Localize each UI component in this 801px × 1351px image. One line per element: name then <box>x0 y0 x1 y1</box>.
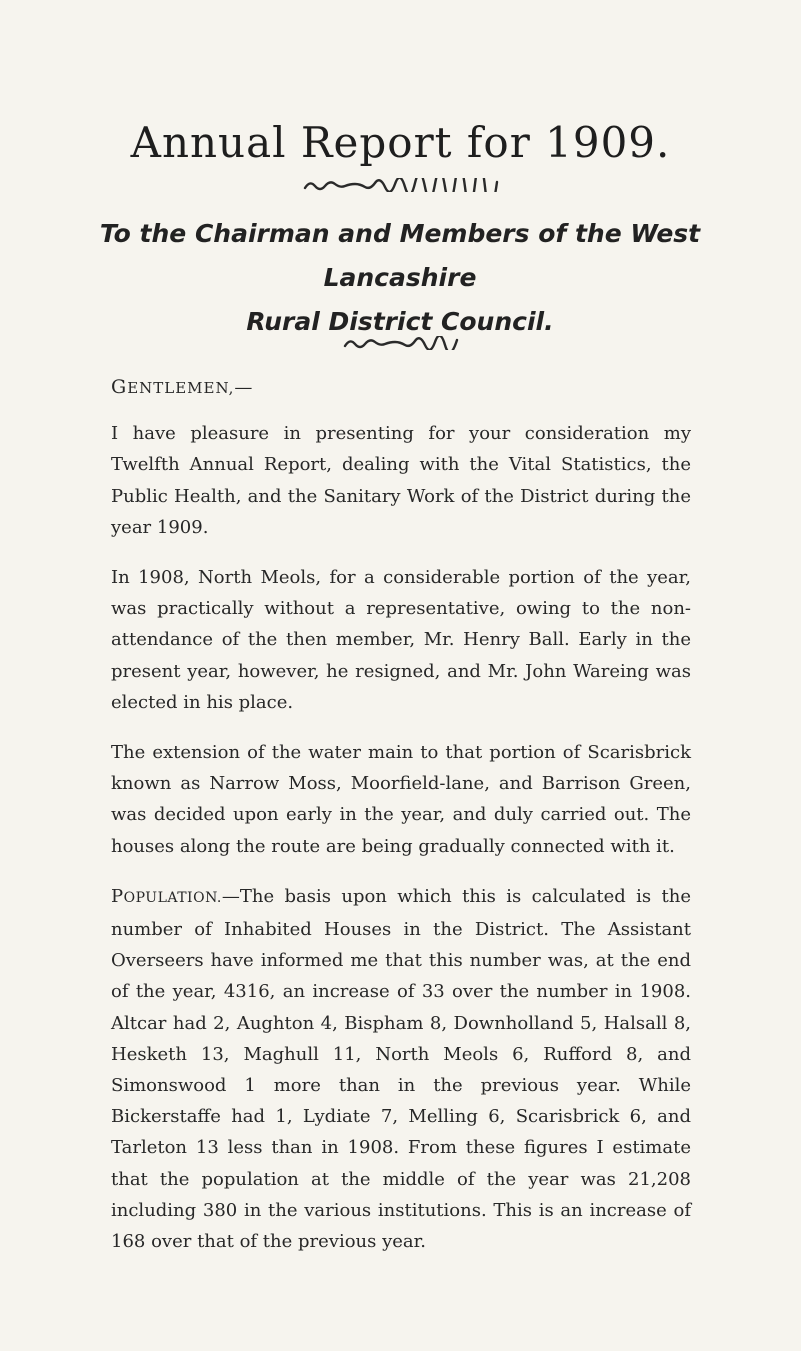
salutation-rest: ENTLEMEN, <box>127 379 235 397</box>
paragraph-water-main: The extension of the water main to that portion of Scarisbrick known as Narrow Moss, Moorfield-lane, and Barrison Green, was decided upon early in the year, and duly carried out. The houses along the route are being gradually connected with it. <box>111 742 691 857</box>
paragraph-intro: I have pleasure in presenting for your consideration my Twelfth Annual Report, dealing with the Vital Statistics, the Public Health, and the Sanitary Work of the District during the year 1909. <box>111 423 691 538</box>
salutation-lead: G <box>111 376 128 398</box>
decorative-wave-rule-top <box>0 178 801 197</box>
address-line-2: Rural District Council. <box>246 307 554 336</box>
report-title: Annual Report for 1909. <box>130 118 671 167</box>
address-heading <box>60 212 740 344</box>
paragraph-population <box>111 881 691 1257</box>
salutation <box>111 372 691 404</box>
population-heading-lead: P <box>111 885 124 907</box>
report-body <box>111 372 691 1276</box>
paragraph-north-meols: In 1908, North Meols, for a considerable portion of the year, was practically without a representative, owing to the non-attendance of the then member, Mr. Henry Ball. Early in the present year, however, he resigned, and Mr. John Wareing was elected in his place. <box>111 567 691 713</box>
population-text: —The basis upon which this is calculated is the number of Inhabited Houses in the District. The Assistant Overseers have informed me that this number was, at the end of the year, 4316, an increase of 33 over the number in 1908. Altcar had 2, Aughton 4, Bispham 8, Downholland 5, Halsall 8, Hesketh 13, Maghull 11, North Meols 6, Rufford 8, and Simonswood 1 more than in the previous year. While Bickerstaffe had 1, Lydiate 7, Melling 6, Scarisbrick 6, and Tarleton 13 less than in 1908. From these figures I estimate that the population at the middle of the year was 21,208 including 380 in the various institutions. This is an increase of 168 over that of the previous year. <box>111 885 691 1253</box>
salutation-dash: — <box>234 377 254 398</box>
address-line-1: To the Chairman and Members of the West Lancashire <box>99 219 701 292</box>
population-heading <box>111 886 222 907</box>
decorative-wave-rule-bottom <box>0 336 801 355</box>
population-heading-rest: OPULATION. <box>123 889 222 906</box>
